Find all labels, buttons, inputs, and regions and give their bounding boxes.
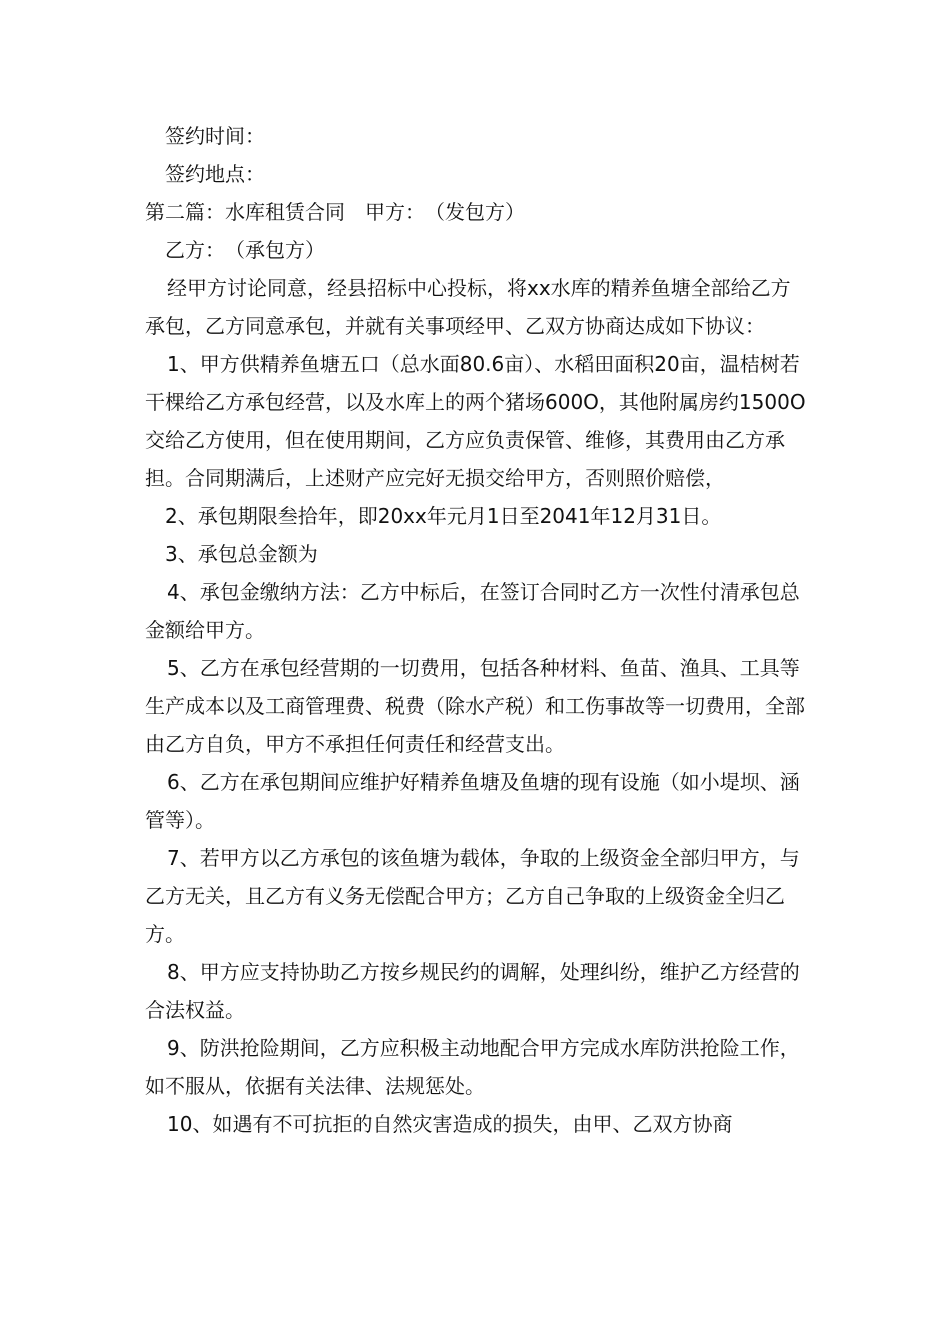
- clause-10: 10、如遇有不可抗拒的自然灾害造成的损失，由甲、乙双方协商: [167, 1112, 733, 1136]
- clause-2: 2、承包期限叁拾年，即20xx年元月1日至2041年12月31日。: [165, 504, 722, 528]
- clause-6: 6、乙方在承包期间应维护好精养鱼塘及鱼塘的现有设施（如小堤坝、涵管等）。: [145, 770, 800, 832]
- chapter-title-line: 第二篇：水库租赁合同 甲方： （发包方）: [145, 200, 525, 224]
- clause-7: 7、若甲方以乙方承包的该鱼塘为载体，争取的上级资金全部归甲方，与乙方无关，且乙方有义务无偿配合甲方；乙方自己争取的上级资金全归乙方。: [145, 846, 800, 946]
- signing-place-line: 签约地点：: [165, 162, 265, 186]
- clause-4: 4、承包金缴纳方法：乙方中标后，在签订合同时乙方一次性付清承包总金额给甲方。: [145, 580, 800, 642]
- party-b-line: 乙方： （承包方）: [165, 238, 325, 262]
- clause-8: 8、甲方应支持协助乙方按乡规民约的调解，处理纠纷，维护乙方经营的合法权益。: [145, 960, 800, 1022]
- intro-paragraph: 经甲方讨论同意，经县招标中心投标，将xx水库的精养鱼塘全部给乙方承包，乙方同意承包，并就有关事项经甲、乙双方协商达成如下协议：: [145, 276, 791, 338]
- clause-9: 9、防洪抢险期间，乙方应积极主动地配合甲方完成水库防洪抢险工作，如不服从，依据有关法律、法规惩处。: [145, 1036, 800, 1098]
- clause-5: 5、乙方在承包经营期的一切费用，包括各种材料、鱼苗、渔具、工具等生产成本以及工商管理费、税费（除水产税）和工伤事故等一切费用，全部由乙方自负，甲方不承担任何责任和经营支出。: [145, 656, 805, 756]
- signing-time-line: 签约时间：: [165, 124, 265, 148]
- document-body: [145, 117, 810, 1143]
- clause-1: 1、甲方供精养鱼塘五口（总水面80.6亩）、水稻田面积20亩，温桔树若干棵给乙方承包经营，以及水库上的两个猪场600O，其他附属房约1500O交给乙方使用，但在使用期间，乙方应负责保管、维修，其费用由乙方承担。合同期满后，上述财产应完好无损交给甲方，否则照价赔偿，: [145, 352, 806, 490]
- clause-3: 3、承包总金额为: [165, 542, 318, 566]
